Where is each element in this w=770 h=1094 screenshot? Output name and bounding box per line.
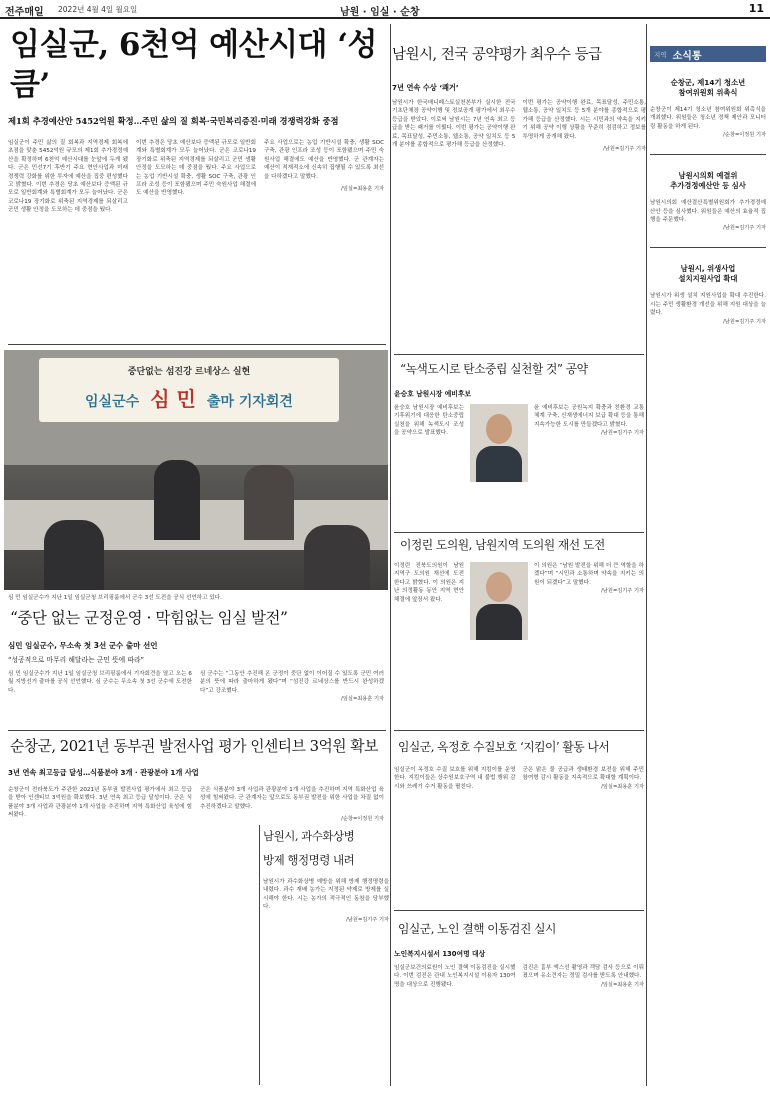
sidebar-header — [650, 46, 766, 62]
photo-person-3 — [44, 520, 104, 590]
sidebar-a3-title: 남원시, 위생사업 설치지원사업 확대 — [678, 264, 738, 284]
sidebar-a2-body: 남원시의회 예산결산특별위원회가 추가경정예산안 등을 심사했다. 위원들은 예산의 효율적 집행을 주문했다. — [650, 200, 766, 224]
lee-col-3: 이 의원은 “남원 발전을 위해 더 큰 역할을 하겠다”며 “시민과 소통하며 약속을 지키는 의원이 되겠다”고 말했다. /남원=김기주 기자 — [534, 563, 644, 595]
banner-line3: 출마 기자회견 — [206, 394, 293, 410]
sidebar-a2-title: 남원시의회 예결위 추가경정예산안 등 심사 — [670, 171, 746, 191]
carbon-title: “녹색도시로 탄소중립 실천할 것” 공약 — [400, 362, 588, 376]
shim-col-2: 심 군수는 “그동안 추진해 온 군정이 중단 없이 이어질 수 있도록 군민 여러분의 뜻에 따라 출마하게 됐다”며 “섬진강 르네상스를 반드시 완성하겠다”고 강조했다. /임실=최용훈 기자 — [200, 671, 384, 703]
award-article — [392, 45, 646, 350]
fruit-byline: /남원=김기주 기자 — [346, 916, 389, 923]
photo-caption: 심 민 임실군수가 지난 1일 임실군청 브리핑룸에서 군수 3선 도전을 공식 선언하고 있다. — [8, 595, 222, 601]
fruit-title-1: 남원시, 과수화상병 — [263, 829, 355, 843]
carbon-col-3: 윤 예비후보는 공원녹지 확충과 친환경 교통체계 구축, 신재생에너지 보급 확대 등을 통해 지속가능한 도시를 만들겠다고 밝혔다. /남원=김기주 기자 — [534, 405, 644, 437]
press-conference-photo — [4, 350, 388, 590]
sidebar-heading: 소식통 — [672, 50, 702, 62]
elder-col-1: 임실군보건의료원이 노인 결핵 이동검진을 실시했다. 이번 검진은 관내 노인복지시설 이용자 130여명을 대상으로 진행됐다. — [394, 965, 516, 988]
fruit-article — [263, 828, 389, 1086]
photo-banner — [39, 358, 339, 422]
sunchang-col-1: 순창군이 전라북도가 주관한 2021년 동부권 발전사업 평가에서 최고 등급을 받아 인센티브 3억원을 확보했다. 3년 연속 최고 등급 달성이다. 군은 식품분야 3개 사업과 관광분야 1개 사업을 추진하며 지역 특화산업 육성에 힘써왔다. — [8, 787, 192, 819]
masthead — [0, 0, 770, 17]
elder-title: 임실군, 노인 결핵 이동검진 실시 — [398, 922, 556, 936]
yoon-portrait — [470, 404, 528, 482]
okjeong-byline: /임실=최용훈 기자 — [601, 783, 644, 790]
elder-separator — [394, 910, 644, 911]
okjeong-col-2: 군은 맑은 물 공급과 생태환경 보전을 위해 주민 참여형 감시 활동을 지속적으로 확대할 계획이다. /임실=최용훈 기자 — [522, 767, 644, 790]
lead-col-2: 이번 추경은 당초 예산보다 증액된 규모로 일반회계와 특별회계가 모두 늘어났다. 군은 코로나19 장기화로 위축된 지역경제를 되살리고 군민 생활 안정을 도모하는 데 중점을 뒀다. 주요 사업으로는 농업 기반시설 확충, 생활 SOC 구축, 관광 인프라 조성 등이 포함됐으며 주민 숙원사업 해결에도 예산을 반영했다. — [136, 140, 256, 197]
shim-col-1: 심 민 임실군수가 지난 1일 임실군청 브리핑룸에서 기자회견을 열고 오는 6월 지방선거 출마를 공식 선언했다. 심 군수는 무소속 첫 3선 군수에 도전한다. — [8, 671, 192, 694]
sunchang-byline: /순창=이정원 기자 — [341, 816, 384, 823]
lee-suit — [476, 604, 522, 640]
sidebar-label: 지역 — [654, 50, 667, 59]
okjeong-separator — [394, 730, 644, 731]
okjeong-col-1: 임실군이 옥정호 수질 보호를 위해 지킴이를 운영한다. 지킴이들은 상수원보호구역 내 불법 행위 감시와 쓰레기 수거 활동을 펼친다. — [394, 767, 516, 790]
lee-portrait — [470, 562, 528, 640]
page-number: 11 — [748, 2, 764, 15]
elder-subtitle: 노인복지시설서 130여명 대상 — [394, 950, 486, 958]
lead-col-3: 주요 사업으로는 농업 기반시설 확충, 생활 SOC 구축, 관광 인프라 조성 등이 포함됐으며 주민 숙원사업 해결에도 예산을 반영했다. 군 관계자는 예산이 적재적소에 신속히 집행될 수 있도록 최선을 다하겠다고 말했다. /임실=최용훈 기자 — [264, 140, 385, 193]
sidebar-a1-title: 순창군, 제14기 청소년 참여위원회 위촉식 — [670, 78, 746, 97]
fruit-body: 남원시가 과수화상병 예방을 위해 방제 행정명령을 내렸다. 과수 재배 농가는 지정된 약제로 방제를 실시해야 한다. 시는 농가의 적극적인 동참을 당부했다. — [263, 879, 389, 911]
fruit-title-2: 방제 행정명령 내려 — [263, 853, 355, 867]
lead-separator — [8, 344, 386, 345]
carbon-byline: /남원=김기주 기자 — [601, 430, 644, 437]
sidebar-a1-byline: /순창=이정원 기자 — [723, 132, 766, 139]
award-subtitle: 7년 연속 수상 ‘쾌거’ — [392, 83, 459, 92]
paper-name: 전주매일 — [5, 7, 44, 17]
lead-title: 임실군, 6천억 예산시대 ‘성큼’ — [10, 27, 377, 103]
lead-byline: /임실=최용훈 기자 — [341, 186, 384, 193]
banner-name: 심 민 — [150, 387, 196, 411]
lead-article — [4, 25, 388, 342]
lee-col-1: 이정린 전북도의원이 남원 지역구 도의원 재선에 도전한다고 밝혔다. 이 의원은 지난 의정활동 동안 지역 현안 해결에 앞장서 왔다. — [394, 563, 464, 603]
yoon-face — [486, 414, 512, 444]
banner-line1: 중단없는 섬진강 르네상스 실현 — [127, 367, 251, 377]
shim-article — [4, 606, 388, 726]
lee-separator — [394, 532, 644, 533]
sunchang-subtitle: 3년 연속 최고등급 달성…식품분야 3개 · 관광분야 1개 사업 — [8, 768, 199, 777]
carbon-article — [394, 360, 644, 532]
lead-subtitle: 제1회 추경예산안 5452억원 확정…주민 삶의 질 회복·국민복리증진·미래 경쟁력강화 중점 — [8, 116, 339, 126]
award-title: 남원시, 전국 공약평가 최우수 등급 — [392, 47, 602, 63]
lee-article — [394, 536, 644, 731]
sidebar-sep-2 — [650, 247, 766, 248]
sunchang-col-2: 군은 식품분야 3개 사업과 관광분야 1개 사업을 추진하며 지역 특화산업 육성에 힘써왔다. 군 관계자는 앞으로도 동부권 발전을 위한 사업을 차질 없이 추진하겠다고 말했다. /순창=이정원 기자 — [200, 787, 384, 823]
photo-person-1 — [154, 460, 200, 540]
sunchang-vrule — [259, 825, 260, 1085]
yoon-suit — [476, 446, 522, 482]
award-byline: /남원=김기주 기자 — [603, 146, 646, 153]
lee-title: 이정린 도의원, 남원지역 도의원 재선 도전 — [400, 538, 605, 552]
sidebar-a2-byline: /남원=김기주 기자 — [723, 225, 766, 232]
lee-byline: /남원=김기주 기자 — [601, 588, 644, 595]
photo-person-4 — [304, 525, 370, 590]
mid-vrule — [390, 24, 391, 1086]
sidebar-a3-byline: /남원=김기주 기자 — [723, 318, 766, 325]
photo-person-2 — [244, 465, 294, 540]
sidebar-vrule — [646, 24, 647, 1086]
section-name: 남원 · 임실 · 순창 — [340, 7, 420, 17]
award-col-2: 이번 평가는 공약이행 완료, 목표달성, 주민소통, 웹소통, 공약 일치도 등 5개 분야를 종합적으로 평가해 등급을 산정했다. 시는 시민과의 약속을 지키기 위해 공약 이행 상황을 꾸준히 점검하고 정보를 투명하게 공개해 왔다. /남원=김기주 기자 — [522, 100, 646, 153]
elder-byline: /임실=최용훈 기자 — [601, 981, 644, 988]
elder-col-2: 검진은 흉부 엑스선 촬영과 객담 검사 등으로 이뤄졌으며 유소견자는 정밀 검사를 받도록 안내했다. /임실=최용훈 기자 — [522, 965, 644, 988]
banner-line2: 임실군수 — [85, 394, 140, 410]
okjeong-title: 임실군, 옥정호 수질보호 ‘지킴이’ 활동 나서 — [398, 740, 610, 754]
okjeong-article — [394, 738, 644, 908]
carbon-col-1: 윤승호 남원시장 예비후보는 기후위기에 대응한 탄소중립 실천을 위해 녹색도시 조성을 공약으로 발표했다. — [394, 405, 464, 437]
shim-subtitle-1: 심민 임실군수, 무소속 첫 3선 군수 출마 선언 — [8, 641, 158, 650]
sidebar-sep-1 — [650, 154, 766, 155]
sidebar-a1-body: 순창군이 제14기 청소년 참여위원회 위촉식을 개최했다. 위원들은 청소년 정책 제안과 모니터링 활동을 하게 된다. — [650, 107, 766, 130]
sidebar — [650, 46, 766, 1086]
carbon-separator — [394, 354, 644, 355]
shim-quote: “중단 없는 군정운영 · 막힘없는 임실 발전” — [10, 609, 288, 627]
award-col-1: 남원시가 한국매니페스토실천본부가 실시한 전국 기초단체장 공약이행 및 정보공개 평가에서 최우수 등급을 받았다. 이로써 남원시는 7년 연속 최고 등급을 받는 쾌거를 이뤘다. 이번 평가는 공약이행 완료, 목표달성, 주민소통, 웹소통, 공약 일치도 등 5개 분야를 종합적으로 평가해 등급을 산정했다. — [392, 100, 516, 149]
lead-col-1: 임실군이 주민 삶의 질 회복과 지역경제 회복에 초점을 맞춘 5452억원 규모의 제1회 추가경정예산을 확정하며 6천억 예산시대를 눈앞에 두게 됐다. 군은 민선7기 후반기 주요 현안사업과 미래 경쟁력 강화를 위한 투자에 예산을 집중 편성했다고 밝혔다. 이번 추경은 당초 예산보다 증액된 규모로 일반회계와 특별회계가 모두 늘어났다. 군은 코로나19 장기화로 위축된 지역경제를 되살리고 군민 생활 안정을 도모하는 데 중점을 뒀다. — [8, 140, 129, 214]
elder-article — [394, 920, 644, 1086]
lee-face — [486, 572, 512, 602]
carbon-author: 윤승호 남원시장 예비후보 — [394, 390, 471, 398]
issue-date: 2022년 4월 4일 월요일 — [58, 5, 138, 14]
shim-subtitle-2: “성공적으로 마무리 해달라는 군민 뜻에 따라” — [8, 656, 145, 664]
sidebar-a3-body: 남원시가 위생 설치 지원사업을 확대 추진한다. 시는 주민 생활환경 개선을 위해 지원 대상을 늘렸다. — [650, 293, 766, 317]
sunchang-title: 순창군, 2021년 동부권 발전사업 평가 인센티브 3억원 확보 — [10, 738, 378, 755]
shim-separator — [8, 730, 386, 731]
shim-byline: /임실=최용훈 기자 — [341, 696, 384, 703]
masthead-rule — [0, 17, 770, 19]
